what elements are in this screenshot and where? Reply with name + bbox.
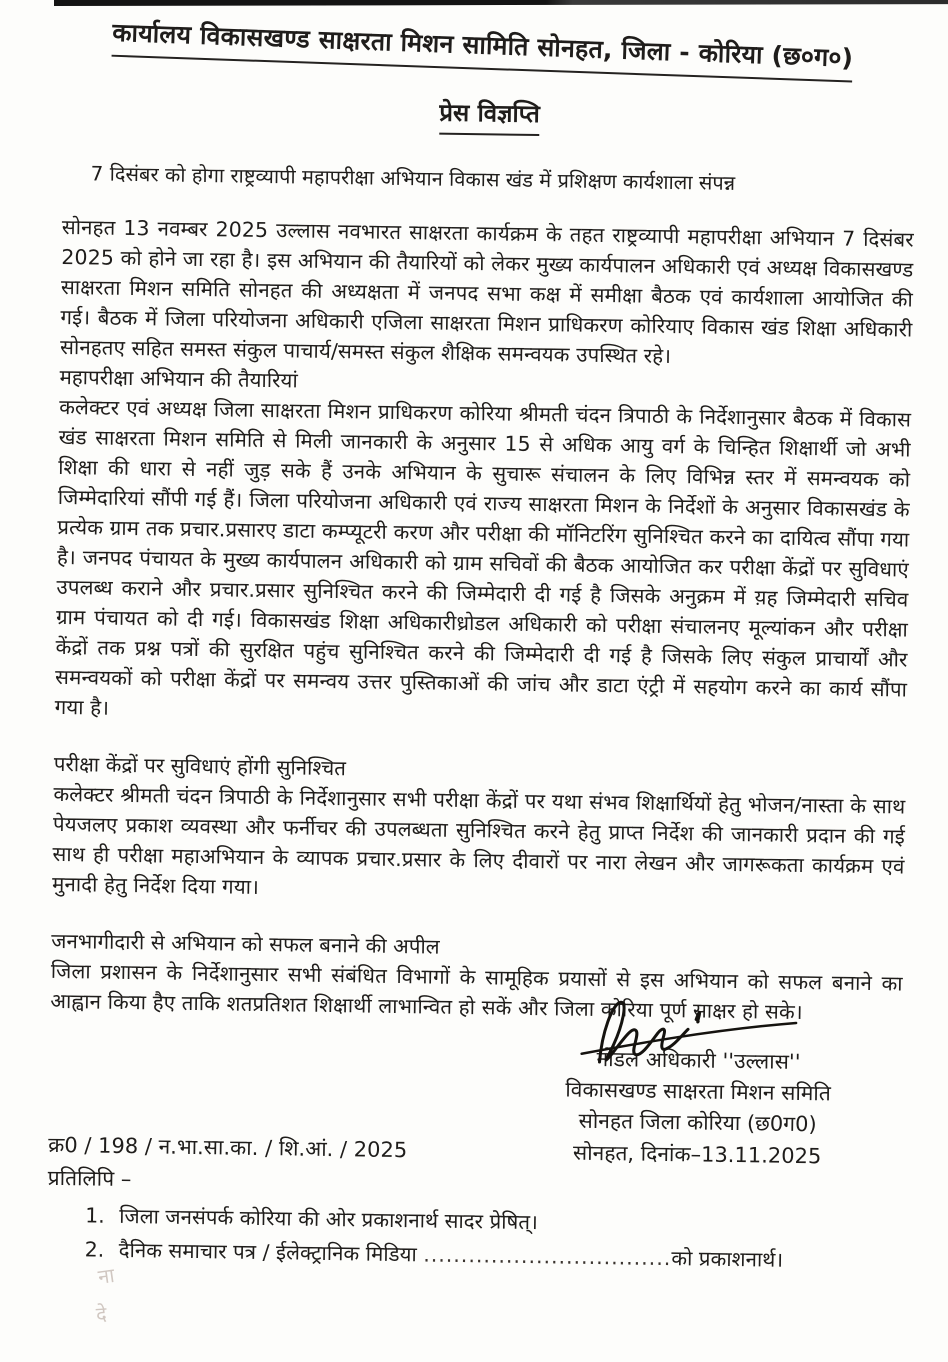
date-line: सोनहत, दिनांक–13.11.2025	[572, 1140, 822, 1169]
section-heading-appeal: जनभागीदारी से अभियान को सफल बनाने की अपील	[51, 928, 440, 959]
scan-smudge-mark-2: दे	[95, 1301, 108, 1327]
paragraph-preparations: कलेक्टर एवं अध्यक्ष जिला साक्षरता मिशन प्राधिकरण कोरिया श्रीमती चंदन त्रिपाठी के निर्देशानुसार बैठक में विकास खंड साक्षरता मिशन समिति से मिली जानकारी के अनुसार 15 से अधिक आयु वर्ग के चिन्हित शिक्षार्थी जो अभी शिक्षा की धारा से नहीं जुड़ सके हैं उनके अभियान के सुचारू संचालन के लिए विभिन्न स्तर में समन्वयक को जिम्मेदारियां सौंपी गई हैं। जिला परियोजना अधिकारी एवं राज्य साक्षरता मिशन के निर्देशों के अनुसार विकासखंड के प्रत्येक ग्राम तक प्रचार.प्रसारए डाटा कम्प्यूटरी करण और परीक्षा की मॉनिटरिंग सुनिश्चित करने का दायित्व सौंपा गया है। जनपद पंचायत के मुख्य कार्यपालन अधिकारी को ग्राम सचिवों की बैठक आयोजित कर परीक्षा केंद्रों पर सुविधाएं उपलब्ध कराने और प्रचार.प्रसार सुनिश्चित करने की जिम्मेदारी दी गई है जिसके अनुक्रम में य़ह जिम्मेदारी सचिव ग्राम पंचायत को दी गई। विकासखंड शिक्षा अधिकारीध्रोडल अधिकारी को परीक्षा संचालनए मूल्यांकन और परीक्षा केंद्रों तक प्रश्न पत्रों की सुरक्षित पहुंच सुनिश्चित करने की जिम्मेदारी दी गई है जिसके लिए संकुल प्राचार्यों और समन्वयकों को परीक्षा केंद्रों पर समन्वय उत्तर पुस्तिकाओं की जांच और डाटा एंट्री में सहयोग करने का कार्य सौंपा गया है।	[54, 394, 912, 720]
signatory-organisation: विकासखण्ड साक्षरता मिशन समिति	[565, 1077, 831, 1106]
doc-type-row	[63, 90, 915, 142]
signatory-designation: नोडल अधिकारी ''उल्लास''	[596, 1047, 801, 1075]
copy-item-2-suffix: को प्रकाशनार्थ।	[671, 1246, 784, 1272]
reference-number: क्र0 / 198 / न.भा.सा.का. / शि.आं. / 2025	[48, 1132, 408, 1163]
copy-item-1-number: 1.	[85, 1203, 105, 1228]
copy-list	[84, 1198, 899, 1278]
copy-item-1-text: जिला जनसंपर्क कोरिया की ओर प्रकाशनार्थ सादर प्रेषित्।	[118, 1203, 539, 1235]
copy-label: प्रतिलिपि –	[47, 1165, 132, 1192]
headline: 7 दिसंबर को होगा राष्ट्रव्यापी महापरीक्षा अभियान विकास खंड में प्रशिक्षण कार्यशाला संपन्न	[90, 161, 736, 195]
scan-edge-artifact	[54, 0, 948, 6]
paragraph-facilities: कलेक्टर श्रीमती चंदन त्रिपाठी के निर्देशानुसार सभी परीक्षा केंद्रों पर यथा संभव शिक्षार्थियों हेतु भोजन/नास्ता के साथ पेयजलए प्रकाश व्यवस्था और फर्नीचर की उपलब्धता सुनिश्चित करने हेतु प्राप्त निर्देश की जानकारी प्रदान की गई साथ ही परीक्षा महाअभियान के व्यापक प्रचार.प्रसार के लिए दीवारों पर नारा लेखन और जागरूकता कार्यक्रम एवं मुनादी हेतु निर्देश दिया गया।	[51, 781, 906, 899]
signature-block	[502, 1043, 893, 1142]
section-heading-facilities: परीक्षा केंद्रों पर सुविधाएं होंगी सुनिश्चित	[53, 751, 347, 781]
section-heading-preparations: महापरीक्षा अभियान की तैयारियां	[59, 364, 298, 393]
document-content	[46, 14, 916, 1279]
paragraph-intro: सोनहत 13 नवम्बर 2025 उल्लास नवभारत साक्षरता कार्यक्रम के तहत राष्ट्रव्यापी महापरीक्षा अभियान 7 दिसंबर 2025 को होने जा रहा है। इस अभियान की तैयारियों को लेकर मुख्य कार्यपालन अधिकारी एवं अध्यक्ष विकासखण्ड साक्षरता मिशन समिति सोनहत की अध्यक्षता में जनपद सभा कक्ष में समीक्षा बैठक एवं कार्यशाला आयोजित की गई। बैठक में जिला परियोजना अधिकारी एजिला साक्षरता मिशन प्राधिकरण कोरियाए विकास खंड शिक्षा अधिकारी सोनहतए सहित समस्त संकुल पाचार्य/समस्त संकुल शैक्षिक समन्वयक उपस्थित रहे।	[59, 214, 914, 369]
scan-smudge-mark-1: ना	[96, 1262, 116, 1290]
doc-type-title: प्रेस विज्ञप्ति	[439, 96, 540, 136]
signatory-place: सोनहत जिला कोरिया (छ0ग0)	[578, 1108, 817, 1137]
paragraph-appeal: जिला प्रशासन के निर्देशानुसार सभी संबंधित विभागों के सामूहिक प्रयासों से इस अभियान को सफल बनाने का आह्वान किया हैए ताकि शतप्रतिशत शिक्षार्थी लाभान्वित हो सकें और जिला कोरिया पूर्ण साक्षर हो सके।	[50, 958, 903, 1025]
office-header: कार्यालय विकासखण्ड साक्षरता मिशन सामिति सोनहत, जिला - कोरिया (छ०ग०)	[112, 15, 854, 83]
copy-item-2-text: दैनिक समाचार पत्र / ईलेक्ट्रानिक मिडिया	[118, 1237, 424, 1267]
copy-item-2-number: 2.	[84, 1237, 105, 1262]
copy-item-2-dotted-blank: .................................	[423, 1242, 672, 1271]
